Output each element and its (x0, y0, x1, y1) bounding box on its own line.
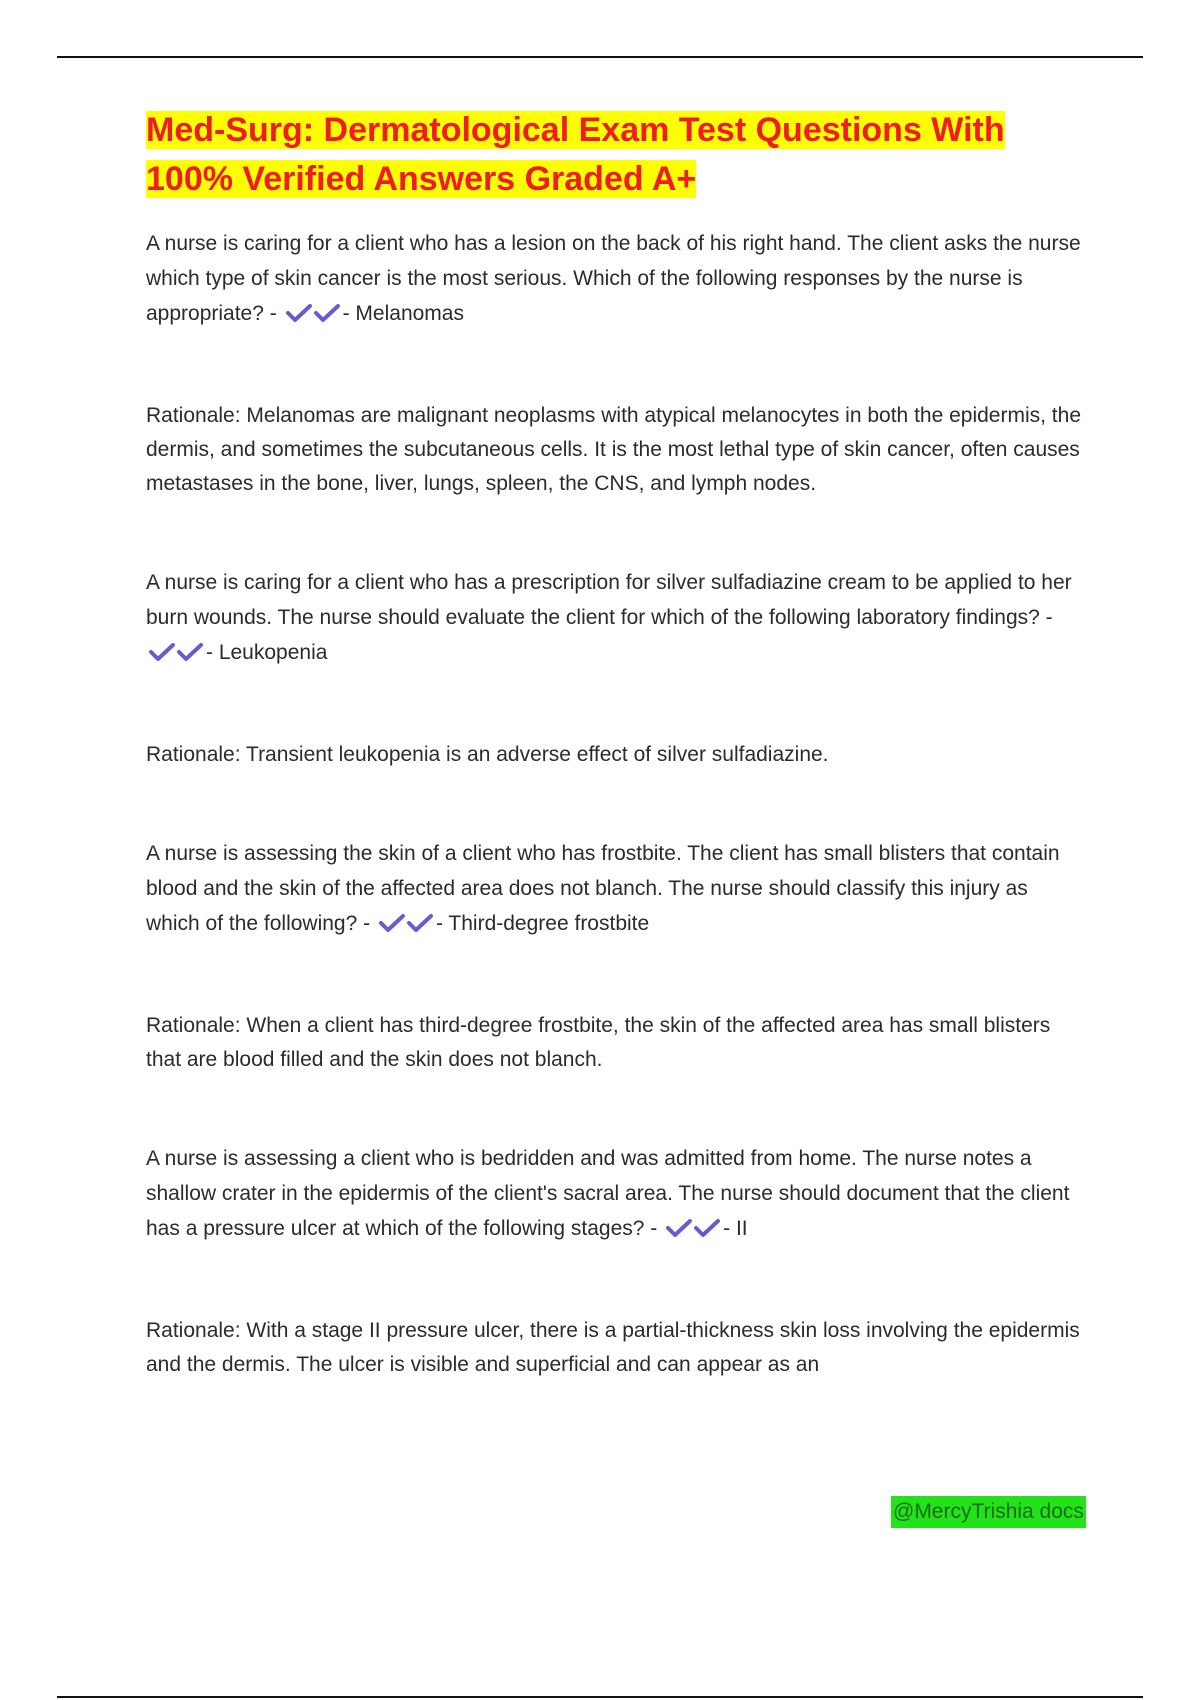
bottom-divider (57, 1696, 1143, 1698)
title-highlight: Med-Surg: Dermatological Exam Test Questions With 100% Verified Answers Graded A+ (146, 111, 1005, 198)
check-icon (693, 1217, 721, 1239)
check-icon (313, 302, 341, 324)
document-body (146, 106, 1086, 1382)
question-2-text: A nurse is caring for a client who has a prescription for silver sulfadiazine cream to be applied to her burn wounds. The nurse should evaluate the client for which of the following laboratory findings? - (146, 571, 1072, 629)
document-title (146, 106, 1086, 204)
rationale-1: Rationale: Melanomas are malignant neoplasms with atypical melanocytes in both the epidermis, the dermis, and sometimes the subcutaneous cells. It is the most lethal type of skin cancer, often causes metastases in the bone, liver, lungs, spleen, the CNS, and lymph nodes. (146, 404, 1081, 495)
question-2 (146, 565, 1086, 674)
check-icon (285, 302, 313, 324)
check-icon (406, 912, 434, 934)
check-icon (378, 912, 406, 934)
answer-2-checkmarks (148, 639, 204, 674)
answer-1-checkmarks (285, 300, 341, 335)
question-1-text: A nurse is caring for a client who has a lesion on the back of his right hand. The client asks the nurse which type of skin cancer is the most serious. Which of the following responses by the nurse is appropriate? - (146, 232, 1081, 325)
check-icon (148, 641, 176, 663)
top-divider (57, 56, 1143, 58)
question-4 (146, 1141, 1086, 1250)
check-icon (176, 641, 204, 663)
answer-1-text: - Melanomas (342, 302, 464, 325)
answer-3-checkmarks (378, 910, 434, 945)
rationale-3: Rationale: When a client has third-degree frostbite, the skin of the affected area has small blisters that are blood filled and the skin does not blanch. (146, 1014, 1051, 1071)
rationale-2: Rationale: Transient leukopenia is an adverse effect of silver sulfadiazine. (146, 743, 829, 766)
question-4-text: A nurse is assessing a client who is bedridden and was admitted from home. The nurse notes a shallow crater in the epidermis of the client's sacral area. The nurse should document that the client has a pressure ulcer at which of the following stages? - (146, 1147, 1070, 1240)
check-icon (665, 1217, 693, 1239)
answer-2-text: - Leukopenia (206, 641, 328, 664)
question-3-text: A nurse is assessing the skin of a client who has frostbite. The client has small blisters that contain blood and the skin of the affected area does not blanch. The nurse should classify this injury as which of the following? - (146, 842, 1060, 935)
rationale-4: Rationale: With a stage II pressure ulcer, there is a partial-thickness skin loss involving the epidermis and the dermis. The ulcer is visible and superficial and can appear as an (146, 1319, 1080, 1376)
watermark-label: @MercyTrishia docs (891, 1496, 1086, 1528)
answer-4-text: - II (723, 1217, 748, 1240)
question-1 (146, 226, 1086, 335)
answer-4-checkmarks (665, 1215, 721, 1250)
question-3 (146, 836, 1086, 945)
answer-3-text: - Third-degree frostbite (435, 912, 650, 935)
